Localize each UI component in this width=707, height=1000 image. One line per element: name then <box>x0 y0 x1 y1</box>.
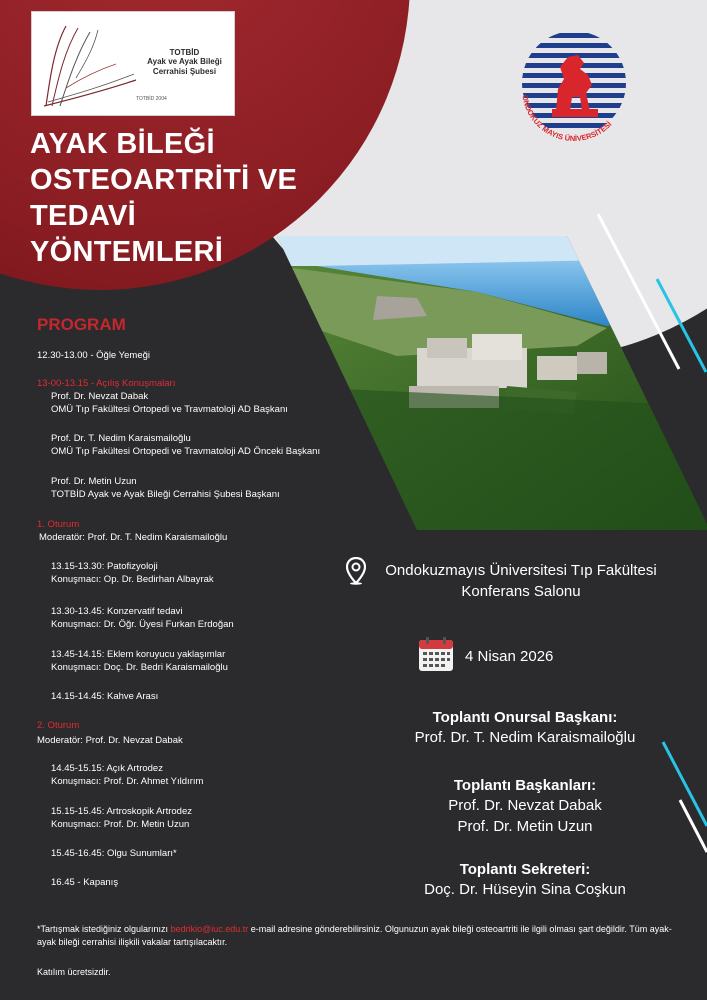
date-text: 4 Nisan 2026 <box>465 648 554 665</box>
chairs <box>360 776 690 837</box>
venue-line-2: Konferans Salonu <box>461 583 581 600</box>
footnote-text: *Tartışmak istediğiniz olgularınızı <box>37 924 171 934</box>
email-link[interactable]: bedrikio@iuc.edu.tr <box>170 924 249 934</box>
list-item: 16.45 - Kapanış <box>51 877 119 888</box>
logo-line-3: Cerrahisi Şubesi <box>152 67 217 76</box>
list-item: OMÜ Tıp Fakültesi Ortopedi ve Travmatoloji AD Önceki Başkanı <box>51 446 321 457</box>
secretary-name: Doç. Dr. Hüseyin Sina Coşkun <box>424 881 626 898</box>
footnote-text: e-mail adresine gönderebilirsiniz. Olgunuzun ayak bileği osteoartriti ile ilgili olması şart değildir. Tüm ayak-ayak bileği cerrahisi ilişkili vakalar tartışılacaktır. <box>37 924 672 947</box>
logo-year: TOTBİD 2004 <box>136 96 167 102</box>
opening-title: 13-00-13.15 - Açılış Konuşmaları <box>37 378 176 389</box>
logo-line-2: Ayak ve Ayak Bileği <box>147 57 222 66</box>
list-item: 13.30-13.45: Konzervatif tedavi <box>51 606 183 617</box>
list-item: 14.45-15.15: Açık Artrodez <box>51 763 163 774</box>
title-line: YÖNTEMLERİ <box>30 236 224 268</box>
free-participation: Katılım ücretsizdir. <box>37 967 111 977</box>
secretary-title: Toplantı Sekreteri: <box>459 861 591 878</box>
list-item: Konuşmacı: Doç. Dr. Bedri Karaismailoğlu <box>51 662 228 673</box>
secretary <box>360 860 690 900</box>
title-line: OSTEOARTRİTİ VE <box>30 164 298 196</box>
location-pin-icon <box>346 557 366 585</box>
honorary-chair <box>360 708 690 748</box>
list-item: Konuşmacı: Dr. Öğr. Üyesi Furkan Erdoğan <box>51 619 234 630</box>
list-item: Konuşmacı: Prof. Dr. Ahmet Yıldırım <box>51 776 204 787</box>
honorary-chair-title: Toplantı Onursal Başkanı: <box>432 709 618 726</box>
honorary-chair-name: Prof. Dr. T. Nedim Karaismailoğlu <box>414 729 636 746</box>
list-item: 13.45-14.15: Eklem koruyucu yaklaşımlar <box>51 649 226 660</box>
venue-text <box>376 560 666 602</box>
list-item: OMÜ Tıp Fakültesi Ortopedi ve Travmatoloji AD Başkanı <box>51 404 288 415</box>
list-item: Prof. Dr. Nevzat Dabak <box>51 391 149 402</box>
chairs-title: Toplantı Başkanları: <box>453 777 597 794</box>
logo-title: TOTBİD <box>169 48 200 57</box>
calendar-icon <box>418 636 454 672</box>
list-item: Konuşmacı: Op. Dr. Bedirhan Albayrak <box>51 574 214 585</box>
seal-text: ONDOKUZ MAYIS ÜNİVERSİTESİ <box>520 94 614 144</box>
session1-moderator: Moderatör: Prof. Dr. T. Nedim Karaismailoğlu <box>39 532 228 543</box>
chair-name: Prof. Dr. Nevzat Dabak <box>448 797 602 814</box>
session2-moderator: Moderatör: Prof. Dr. Nevzat Dabak <box>37 735 183 746</box>
title-line: AYAK BİLEĞİ <box>30 128 215 160</box>
session2-title: 2. Oturum <box>37 720 80 731</box>
chair-name: Prof. Dr. Metin Uzun <box>457 818 593 835</box>
list-item: Konuşmacı: Prof. Dr. Metin Uzun <box>51 819 190 830</box>
list-item: Prof. Dr. Metin Uzun <box>51 476 137 487</box>
list-item: Prof. Dr. T. Nedim Karaismailoğlu <box>51 433 191 444</box>
list-item: 13.15-13.30: Patofizyoloji <box>51 561 158 572</box>
program-heading: PROGRAM <box>37 315 126 334</box>
session1-title: 1. Oturum <box>37 519 80 530</box>
list-item: 12.30-13.00 - Öğle Yemeği <box>37 350 151 361</box>
list-item: 15.15-15.45: Artroskopik Artrodez <box>51 806 192 817</box>
list-item: 14.15-14.45: Kahve Arası <box>51 691 159 702</box>
list-item: 15.45-16.45: Olgu Sunumları* <box>51 848 177 859</box>
title-line: TEDAVİ <box>30 200 136 232</box>
footnote <box>37 923 677 949</box>
venue-line-1: Ondokuzmayıs Üniversitesi Tıp Fakültesi <box>385 562 657 579</box>
list-item: TOTBİD Ayak ve Ayak Bileği Cerrahisi Şubesi Başkanı <box>51 489 280 500</box>
